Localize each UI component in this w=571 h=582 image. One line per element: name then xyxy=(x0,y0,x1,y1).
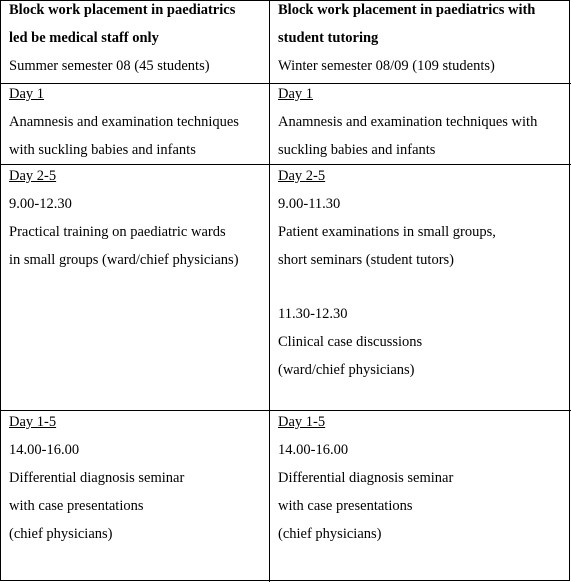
day-label: Day 2-5 xyxy=(278,168,326,184)
time-range: 11.30-12.30 xyxy=(278,306,348,322)
cell-text: Patient examinations in small groups, xyxy=(278,224,496,240)
cell-text: (chief physicians) xyxy=(278,526,382,542)
time-range: 9.00-12.30 xyxy=(9,196,72,212)
day1-cell-left xyxy=(1,80,269,164)
cell-text: in small groups (ward/chief physicians) xyxy=(9,252,239,268)
cell-text: with case presentations xyxy=(9,498,144,514)
day-label: Day 1 xyxy=(9,86,45,102)
day-label: Day 2-5 xyxy=(9,168,57,184)
header-title-line: Block work placement in paediatrics with xyxy=(278,2,536,18)
cell-text: with suckling babies and infants xyxy=(9,142,196,158)
header-title-line: led be medical staff only xyxy=(9,30,159,46)
cell-text: Anamnesis and examination techniques with xyxy=(278,114,538,130)
day1-5-cell-right xyxy=(270,408,570,548)
header-title-line: student tutoring xyxy=(278,30,379,46)
time-range: 9.00-11.30 xyxy=(278,196,341,212)
cell-text: with case presentations xyxy=(278,498,413,514)
cell-text: Anamnesis and examination techniques xyxy=(9,114,239,130)
cell-text: (chief physicians) xyxy=(9,526,113,542)
cell-text: suckling babies and infants xyxy=(278,142,436,158)
cell-text: Practical training on paediatric wards xyxy=(9,224,226,240)
header-title-line: Block work placement in paediatrics xyxy=(9,2,236,18)
time-range: 14.00-16.00 xyxy=(278,442,349,458)
cell-text: (ward/chief physicians) xyxy=(278,362,415,378)
day1-cell-right xyxy=(270,80,570,164)
header-cell-left xyxy=(1,0,269,80)
cell-text: Differential diagnosis seminar xyxy=(9,470,185,486)
day2-5-cell-left xyxy=(1,162,269,274)
spacer xyxy=(278,274,570,300)
semester-info: Winter semester 08/09 (109 students) xyxy=(278,58,495,74)
day2-5-cell-right xyxy=(270,162,570,384)
cell-text: short seminars (student tutors) xyxy=(278,252,454,268)
cell-text: Clinical case discussions xyxy=(278,334,423,350)
semester-info: Summer semester 08 (45 students) xyxy=(9,58,210,74)
time-range: 14.00-16.00 xyxy=(9,442,80,458)
day-label: Day 1-5 xyxy=(278,414,326,430)
cell-text: Differential diagnosis seminar xyxy=(278,470,454,486)
day-label: Day 1 xyxy=(278,86,314,102)
day1-5-cell-left xyxy=(1,408,269,548)
day-label: Day 1-5 xyxy=(9,414,57,430)
header-cell-right xyxy=(270,0,570,80)
